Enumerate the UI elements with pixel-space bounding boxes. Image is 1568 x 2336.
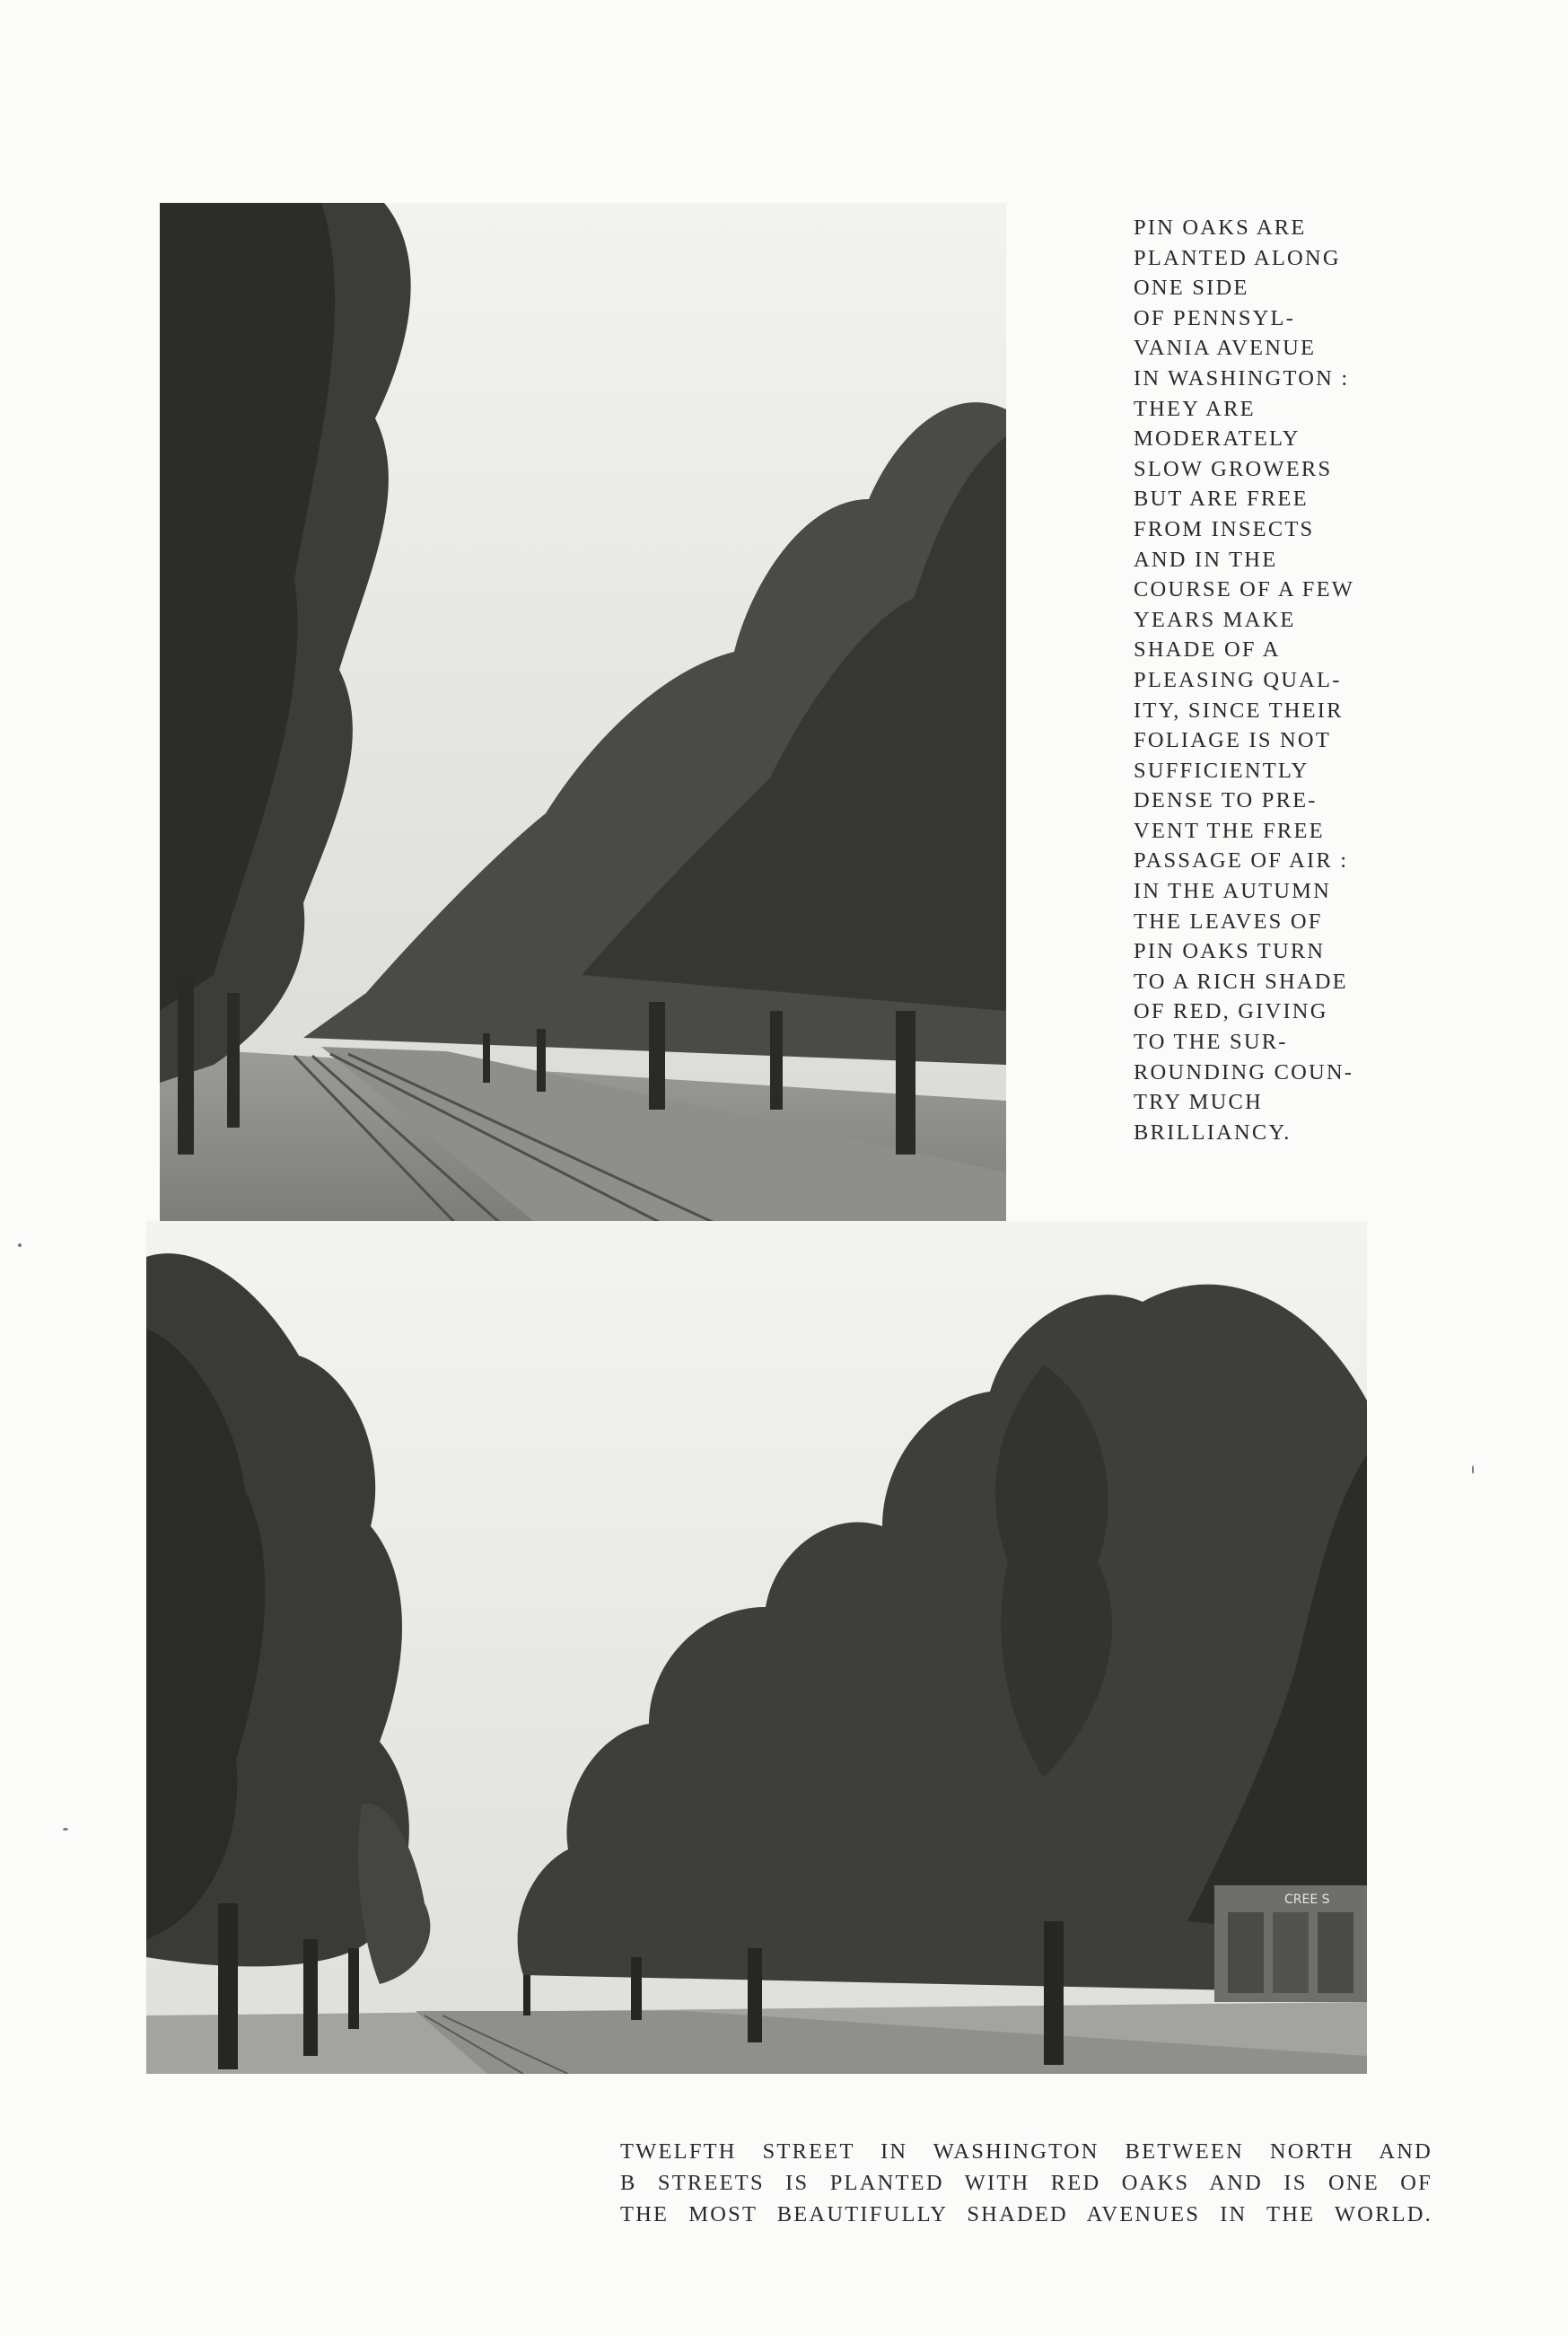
side-caption-line: ONE SIDE xyxy=(1134,276,1249,301)
red-oaks-street-illustration xyxy=(146,1221,1367,2074)
red-oaks-street-photo xyxy=(146,1221,1367,2074)
side-caption-line: AND IN THE xyxy=(1134,547,1278,572)
side-caption-line: TRY MUCH xyxy=(1134,1090,1263,1115)
side-caption-line: THEY ARE xyxy=(1134,396,1256,421)
side-caption-line: PASSAGE OF AIR : xyxy=(1134,848,1349,874)
bottom-caption-line: B STREETS IS PLANTED WITH RED OAKS AND IS ONE OF xyxy=(620,2171,1432,2195)
storefront-sign: CREE S xyxy=(1284,1893,1330,1907)
side-caption-line: FOLIAGE IS NOT xyxy=(1134,728,1331,753)
side-caption-line: VENT THE FREE xyxy=(1134,818,1325,843)
pin-oaks-avenue-illustration xyxy=(160,203,1006,1224)
side-caption-line: PLEASING QUAL- xyxy=(1134,667,1342,692)
side-caption-line: MODERATELY xyxy=(1134,426,1301,452)
side-caption-line: IN WASHINGTON : xyxy=(1134,365,1350,391)
side-caption-line: BRILLIANCY. xyxy=(1134,1120,1292,1145)
side-caption-line: SLOW GROWERS xyxy=(1134,456,1333,481)
side-caption-line: TO THE SUR- xyxy=(1134,1030,1288,1055)
print-speck xyxy=(1472,1465,1474,1474)
side-caption-line: PIN OAKS TURN xyxy=(1134,939,1326,964)
bottom-caption xyxy=(620,2136,1432,2230)
side-caption-line: FROM INSECTS xyxy=(1134,516,1315,541)
side-caption-line: ROUNDING COUN- xyxy=(1134,1059,1354,1085)
side-caption-line: COURSE OF A FEW xyxy=(1134,577,1355,602)
print-speck xyxy=(18,1243,22,1247)
side-caption-line: SHADE OF A xyxy=(1134,637,1281,663)
side-caption-line: BUT ARE FREE xyxy=(1134,487,1309,512)
side-caption-line: THE LEAVES OF xyxy=(1134,909,1323,934)
bottom-caption-line: THE MOST BEAUTIFULLY SHADED AVENUES IN THE WORLD. xyxy=(620,2202,1432,2226)
print-speck xyxy=(63,1828,68,1831)
side-caption-line: VANIA AVENUE xyxy=(1134,336,1317,361)
side-caption-line: OF PENNSYL- xyxy=(1134,305,1296,330)
side-caption-line: PIN OAKS ARE xyxy=(1134,215,1307,240)
side-caption-line: TO A RICH SHADE xyxy=(1134,969,1348,994)
side-caption-line: SUFFICIENTLY xyxy=(1134,758,1310,783)
bottom-caption-line: TWELFTH STREET IN WASHINGTON BETWEEN NORTH AND xyxy=(620,2139,1432,2164)
side-caption-line: IN THE AUTUMN xyxy=(1134,879,1332,904)
side-caption-line: ITY, SINCE THEIR xyxy=(1134,698,1344,723)
side-caption-line: OF RED, GIVING xyxy=(1134,999,1328,1024)
side-caption-line: DENSE TO PRE- xyxy=(1134,788,1318,813)
side-caption-line: YEARS MAKE xyxy=(1134,607,1296,632)
pin-oaks-avenue-photo xyxy=(160,203,1006,1224)
side-caption xyxy=(1134,213,1403,1147)
side-caption-line: PLANTED ALONG xyxy=(1134,245,1341,270)
